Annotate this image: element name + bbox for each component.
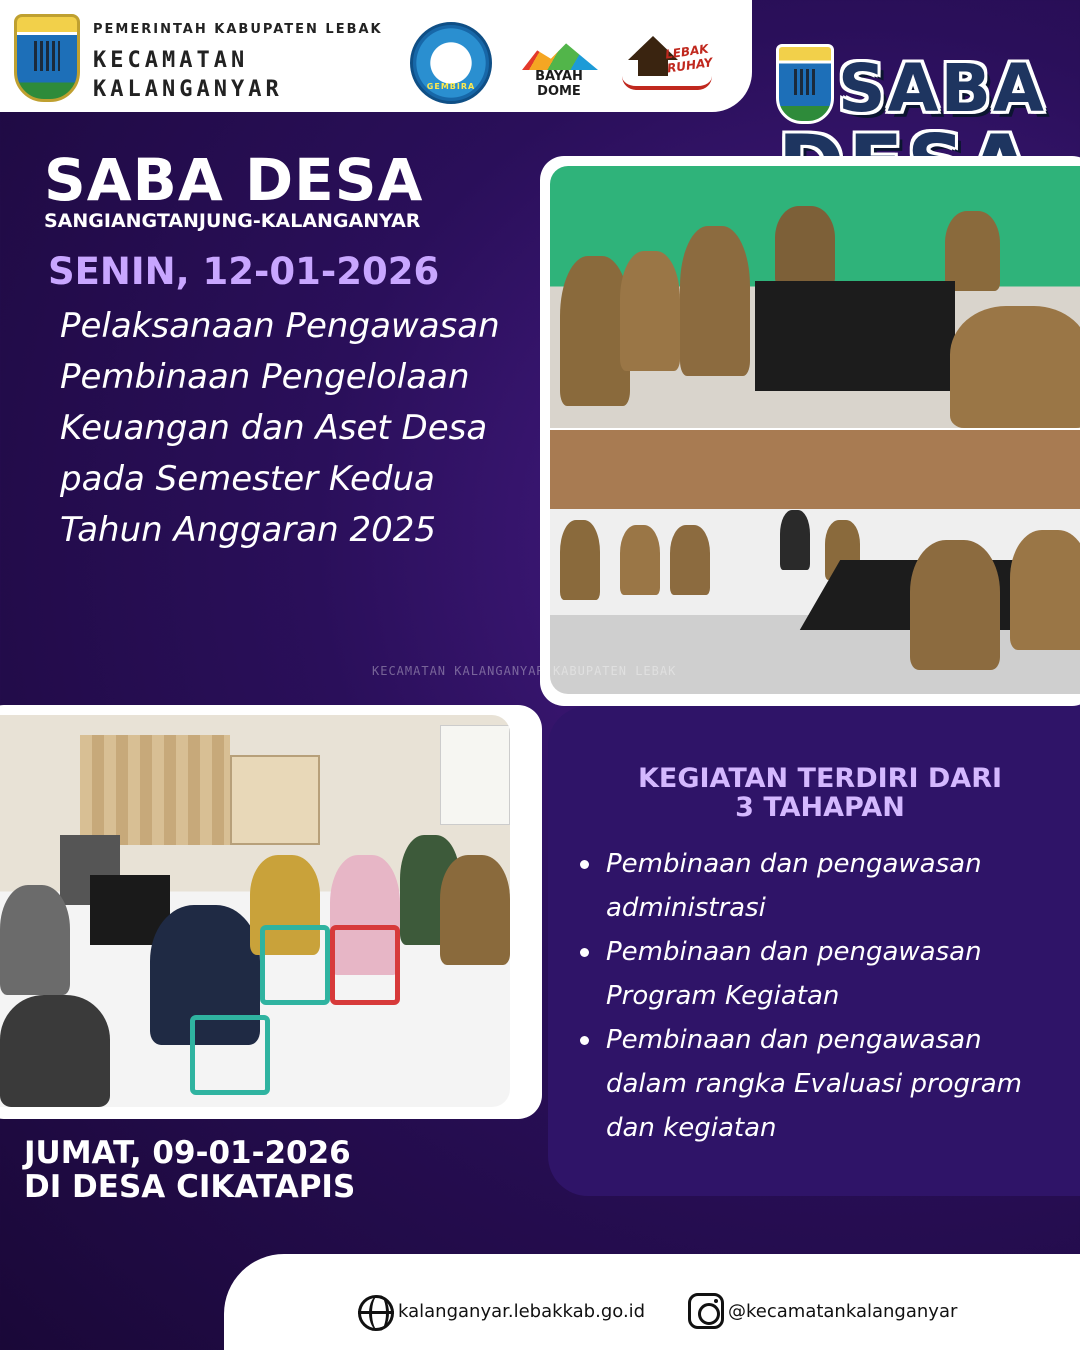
village-subtitle: SANGIANGTANJUNG-KALANGANYAR — [44, 210, 421, 232]
page-title: SABA DESA — [44, 146, 424, 214]
cikatapis-meeting-photo — [0, 705, 542, 1119]
activities-title — [620, 764, 1020, 822]
activities-title-line-2: 3 TAHAPAN — [735, 792, 905, 823]
bayah-dome-text: BAYAH DOME — [535, 69, 583, 99]
second-event-location: DI DESA CIKATAPIS — [24, 1169, 356, 1205]
district-line-2: KALANGANYAR — [93, 77, 283, 102]
lebak-crest-logo — [14, 14, 80, 102]
bayah-dome-logo — [512, 42, 606, 99]
meeting-photo-green-room — [550, 166, 1080, 428]
gembira-round-logo — [410, 22, 492, 104]
website-link[interactable]: kalanganyar.lebakkab.go.id — [398, 1301, 646, 1322]
meeting-photo-collage — [540, 156, 1080, 706]
mountain-icon — [522, 42, 598, 70]
district-name — [93, 46, 283, 104]
lebak-ruhay-text: LEBAK RUHAY — [664, 41, 714, 76]
second-event-date: JUMAT, 09-01-2026 — [24, 1135, 351, 1171]
swoosh-icon — [622, 76, 712, 90]
activity-item-3: Pembinaan dan pengawasan dalam rangka Evaluasi program dan kegiatan — [580, 1018, 1070, 1150]
second-event-info — [24, 1136, 355, 1204]
photo-watermark: KECAMATAN KALANGANYAR KABUPATEN LEBAK — [372, 664, 677, 678]
instagram-icon — [688, 1293, 724, 1329]
activity-item-2: Pembinaan dan pengawasan Program Kegiatan — [580, 930, 1070, 1018]
event-date: SENIN, 12-01-2026 — [48, 250, 440, 293]
meeting-photo-hall — [550, 430, 1080, 694]
lebak-ruhay-logo — [618, 28, 718, 96]
village-office-photo — [0, 715, 510, 1107]
instagram-handle-link[interactable]: @kecamatankalanganyar — [728, 1301, 958, 1322]
gembira-logo-text: GEMBIRA — [426, 82, 476, 91]
activities-title-line-1: KEGIATAN TERDIRI DARI — [637, 763, 1003, 794]
globe-icon — [358, 1295, 394, 1331]
event-description: Pelaksanaan Pengawasan Pembinaan Pengelolaan Keuangan dan Aset Desa pada Semester Kedua Tahun Anggaran 2025 — [60, 306, 500, 550]
activity-item-1: Pembinaan dan pengawasan administrasi — [580, 842, 1070, 930]
district-line-1: KECAMATAN — [93, 48, 249, 73]
badge-crest-logo — [776, 44, 834, 124]
government-label: PEMERINTAH KABUPATEN LEBAK — [93, 22, 383, 37]
badge-saba-text: SABA — [838, 50, 1046, 127]
activities-list — [580, 842, 1070, 1150]
